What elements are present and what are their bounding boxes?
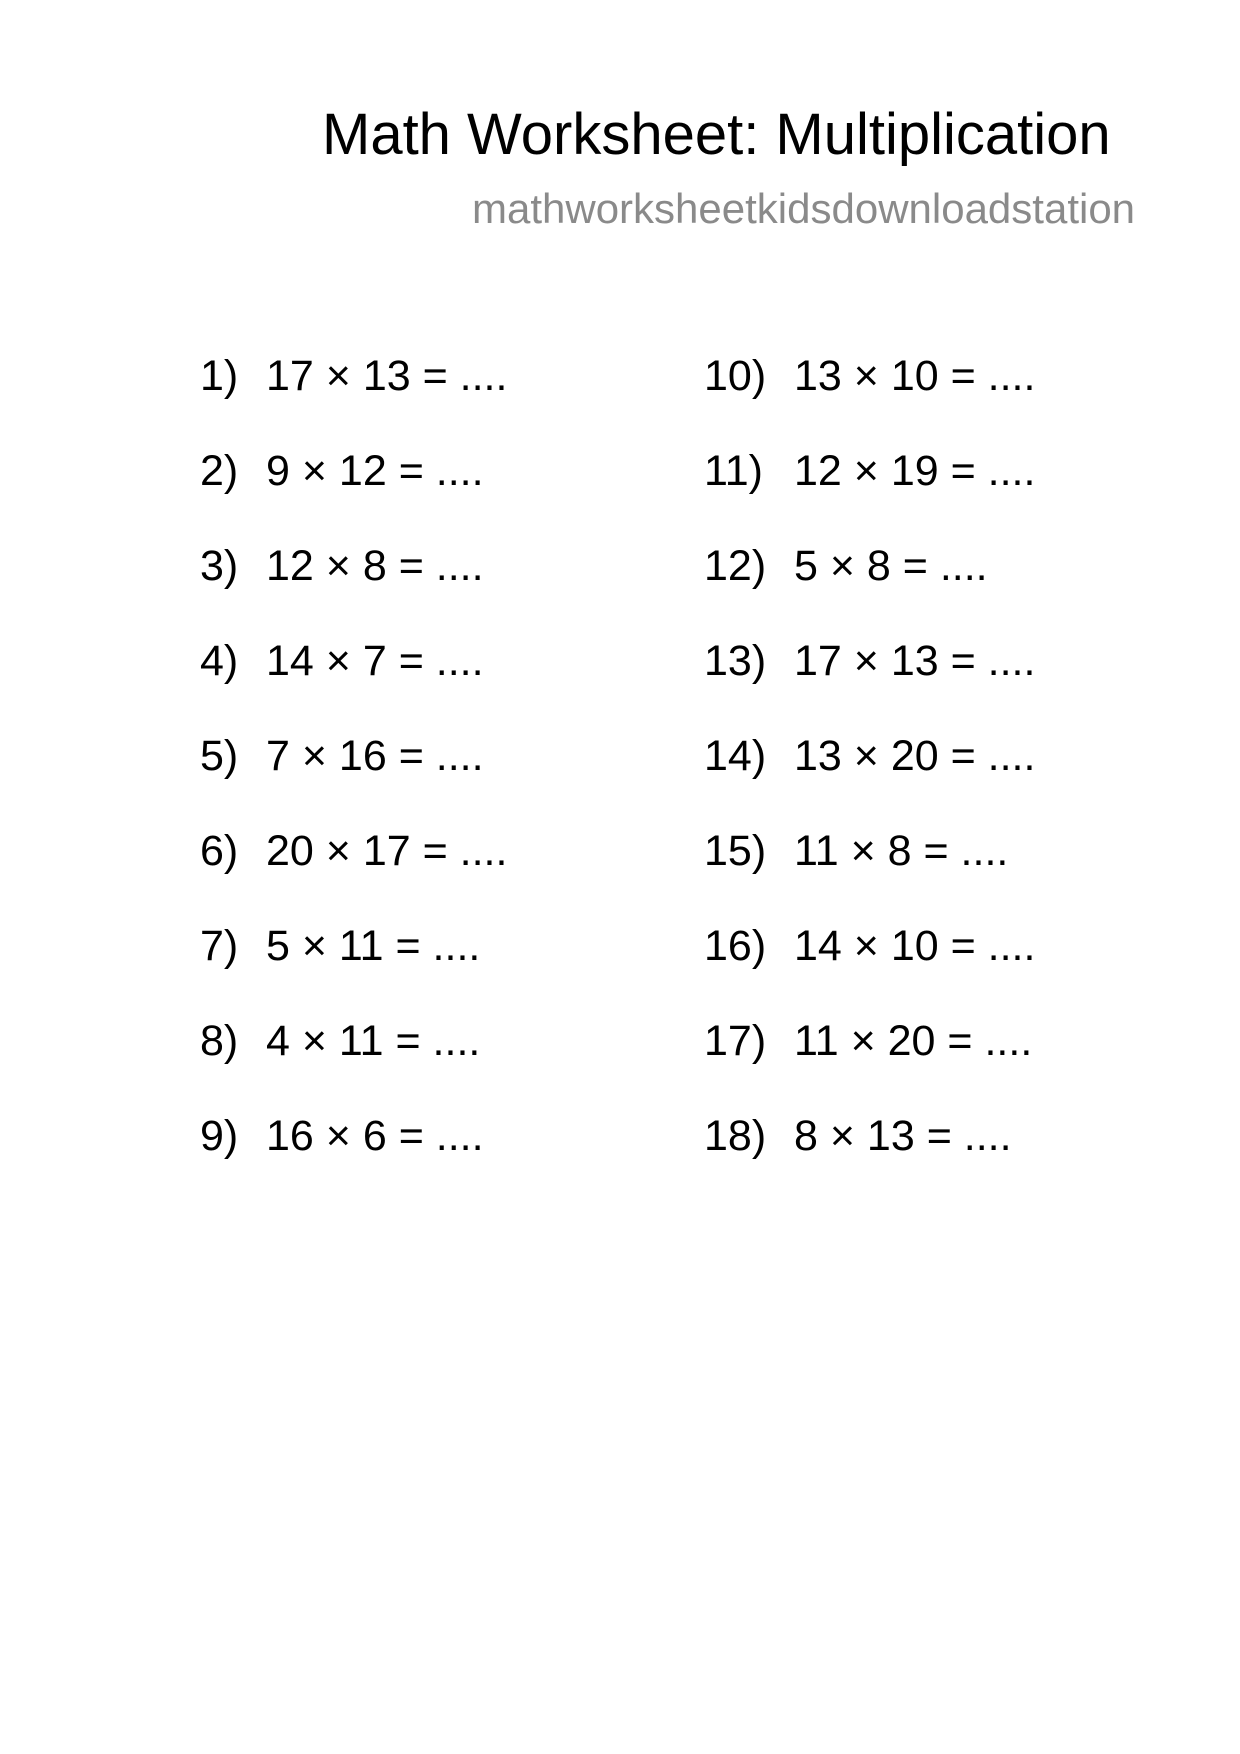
problem-expression: 13 × 10 = ....: [794, 352, 1036, 400]
problem-item: [200, 825, 507, 920]
problem-expression: 5 × 8 = ....: [794, 542, 988, 590]
problem-number: 5): [200, 732, 239, 780]
problem-item: [200, 920, 507, 1015]
problem-item: [704, 540, 1035, 635]
problem-expression: 16 × 6 = ....: [266, 1112, 484, 1160]
problem-item: [704, 730, 1035, 825]
problem-number: 17): [704, 1017, 767, 1065]
problem-expression: 13 × 20 = ....: [794, 732, 1036, 780]
problem-number: 14): [704, 732, 767, 780]
problem-expression: 20 × 17 = ....: [266, 827, 508, 875]
problem-item: [704, 350, 1035, 445]
problem-number: 8): [200, 1017, 239, 1065]
problem-expression: 12 × 8 = ....: [266, 542, 484, 590]
page-title: Math Worksheet: Multiplication: [322, 102, 1111, 167]
problem-item: [200, 350, 507, 445]
problem-item: [704, 1110, 1035, 1205]
problem-item: [704, 825, 1035, 920]
problem-number: 12): [704, 542, 767, 590]
problem-item: [704, 635, 1035, 730]
problem-item: [200, 635, 507, 730]
problem-expression: 8 × 13 = ....: [794, 1112, 1012, 1160]
problem-item: [704, 1015, 1035, 1110]
problem-number: 9): [200, 1112, 239, 1160]
problem-expression: 12 × 19 = ....: [794, 447, 1036, 495]
problem-item: [200, 445, 507, 540]
problem-number: 10): [704, 352, 767, 400]
problem-item: [704, 445, 1035, 540]
problem-expression: 17 × 13 = ....: [794, 637, 1036, 685]
problem-expression: 5 × 11 = ....: [266, 922, 481, 970]
problem-number: 4): [200, 637, 239, 685]
problems-column-right: [704, 350, 1035, 1205]
problem-expression: 11 × 8 = ....: [794, 827, 1009, 875]
problem-expression: 4 × 11 = ....: [266, 1017, 481, 1065]
problem-expression: 17 × 13 = ....: [266, 352, 508, 400]
problem-item: [704, 920, 1035, 1015]
problems-column-left: [200, 350, 507, 1205]
problem-number: 15): [704, 827, 767, 875]
source-subtitle: mathworksheetkidsdownloadstation: [472, 185, 1136, 232]
problem-number: 11): [704, 447, 763, 495]
problem-item: [200, 540, 507, 635]
problem-expression: 7 × 16 = ....: [266, 732, 484, 780]
problem-number: 18): [704, 1112, 767, 1160]
problem-expression: 14 × 10 = ....: [794, 922, 1036, 970]
problem-number: 6): [200, 827, 239, 875]
problem-item: [200, 1015, 507, 1110]
problem-number: 2): [200, 447, 239, 495]
problem-expression: 14 × 7 = ....: [266, 637, 484, 685]
problem-number: 13): [704, 637, 767, 685]
problem-item: [200, 730, 507, 825]
problem-number: 1): [200, 352, 239, 400]
problem-number: 7): [200, 922, 239, 970]
problem-expression: 11 × 20 = ....: [794, 1017, 1033, 1065]
problem-number: 3): [200, 542, 239, 590]
problem-number: 16): [704, 922, 767, 970]
problem-expression: 9 × 12 = ....: [266, 447, 484, 495]
problem-item: [200, 1110, 507, 1205]
